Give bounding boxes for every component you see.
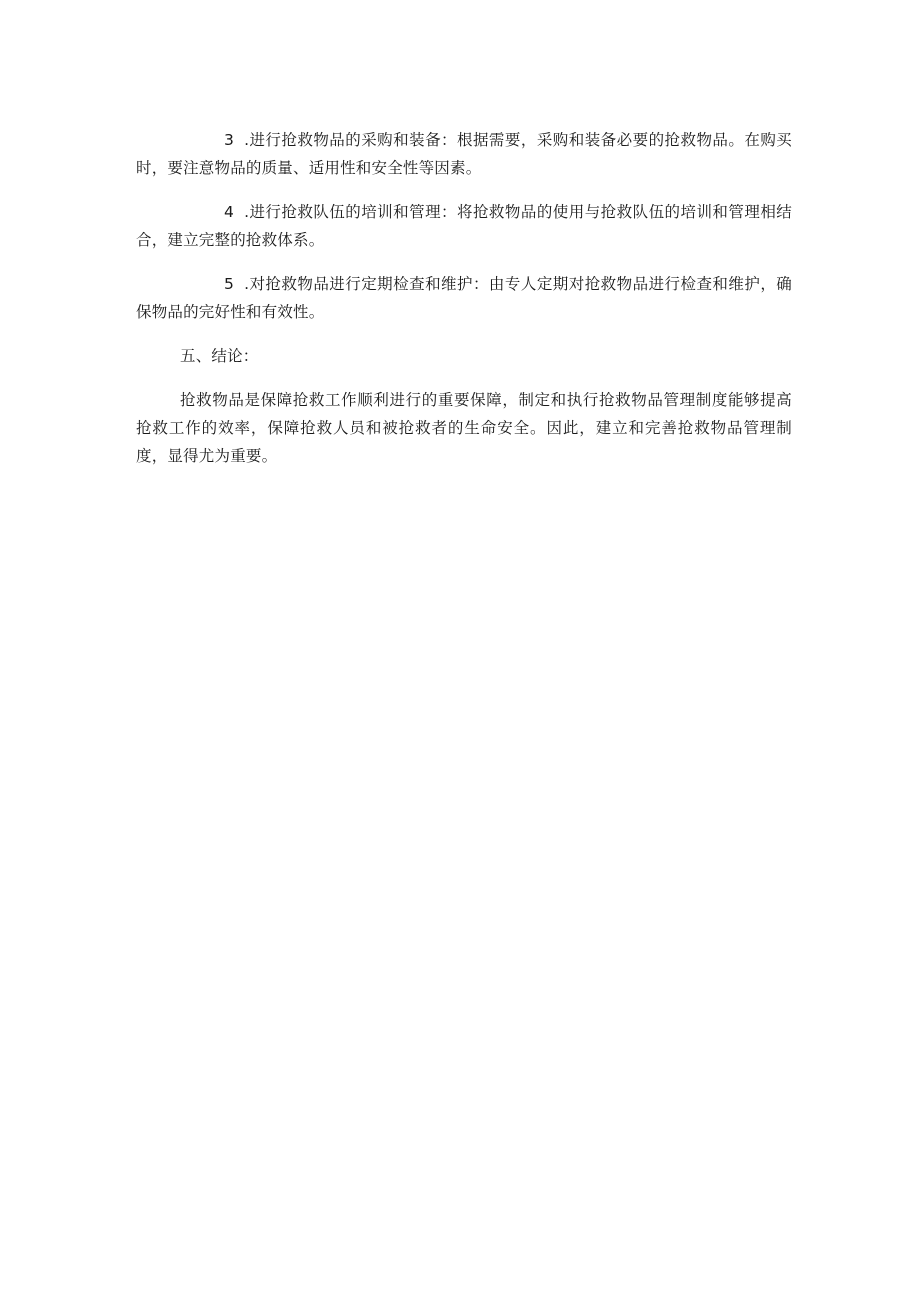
- list-item-number: 4: [224, 203, 235, 221]
- list-item-text: .进行抢救队伍的培训和管理：将抢救物品的使用与抢救队伍的培训和管理相结合，建立完整的抢救体系。: [136, 203, 792, 249]
- list-item-3: [136, 126, 792, 182]
- document-body: [136, 126, 792, 486]
- list-item-4: [136, 198, 792, 254]
- conclusion-paragraph: 抢救物品是保障抢救工作顺利进行的重要保障，制定和执行抢救物品管理制度能够提高抢救工作的效率，保障抢救人员和被抢救者的生命安全。因此，建立和完善抢救物品管理制度，显得尤为重要。: [136, 391, 792, 465]
- list-item-text: .进行抢救物品的采购和装备：根据需要，采购和装备必要的抢救物品。在购买时，要注意物品的质量、适用性和安全性等因素。: [136, 131, 792, 177]
- list-item-text: .对抢救物品进行定期检查和维护：由专人定期对抢救物品进行检查和维护，确保物品的完好性和有效性。: [136, 275, 792, 321]
- section-heading: 五、结论：: [180, 347, 259, 365]
- list-item-number: 5: [224, 275, 235, 293]
- list-item-5: [136, 270, 792, 326]
- list-item-number: 3: [224, 131, 235, 149]
